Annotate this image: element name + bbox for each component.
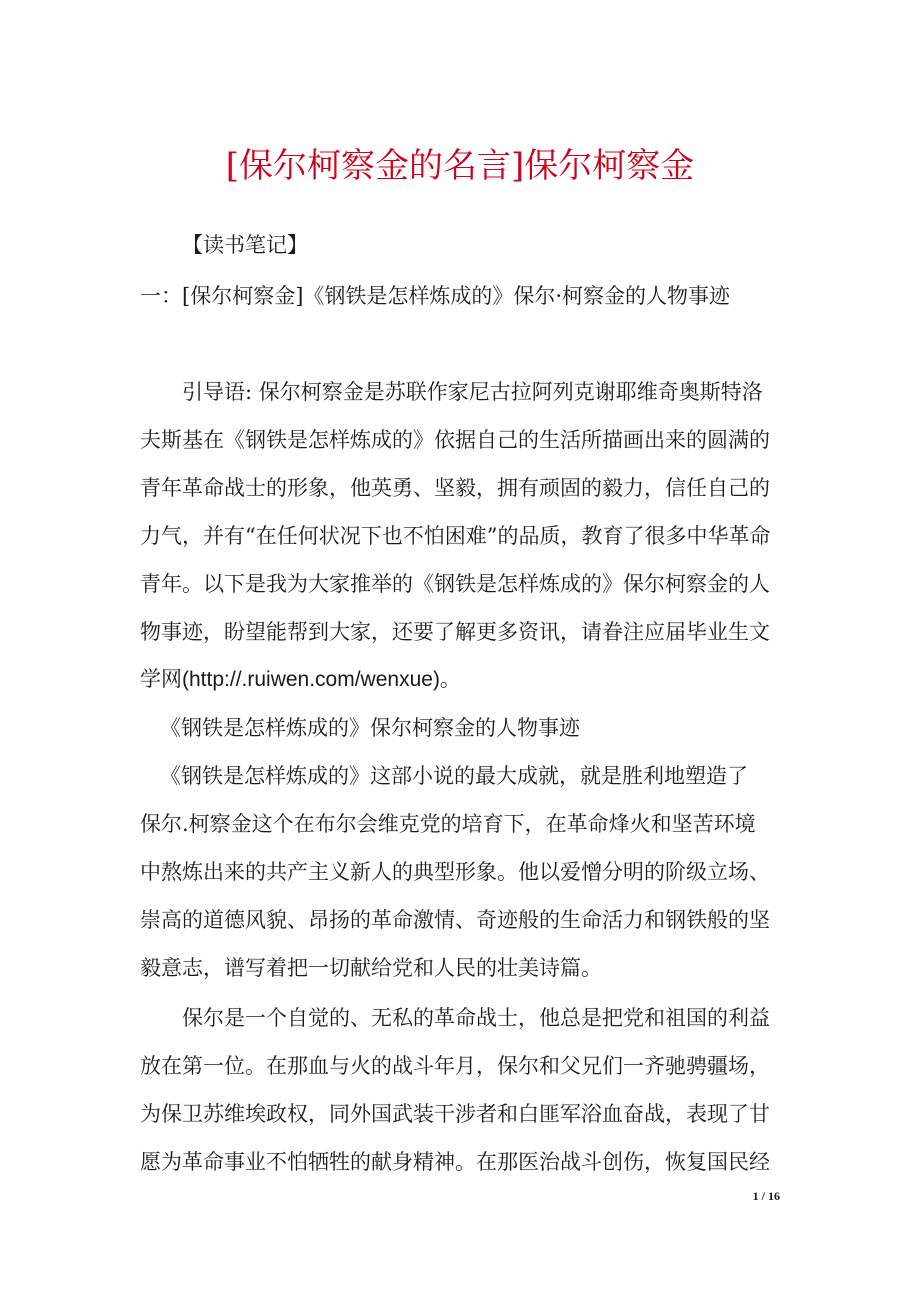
paragraph-line: 放在第一位。在那血与火的战斗年月，保尔和父兄们一齐驰骋疆场， bbox=[140, 1054, 770, 1078]
paragraph-line: 《钢铁是怎样炼成的》这部小说的最大成就，就是胜利地塑造了 bbox=[160, 764, 748, 788]
paragraph-line: 为保卫苏维埃政权，同外国武装干涉者和白匪军浴血奋战，表现了甘 bbox=[140, 1102, 770, 1126]
paragraph-line: 中熬炼出来的共产主义新人的典型形象。他以爱憎分明的阶级立场、 bbox=[140, 860, 770, 884]
paragraph-line: 保尔.柯察金这个在布尔会维克党的培育下，在革命烽火和坚苦环境 bbox=[140, 812, 756, 836]
paragraph-line: 物事迹，盼望能帮到大家，还要了解更多资讯，请眷注应届毕业生文 bbox=[140, 620, 770, 644]
paragraph-line: 青年。以下是我为大家推举的《钢铁是怎样炼成的》保尔柯察金的人 bbox=[140, 572, 770, 596]
paragraph-line: 青年革命战士的形象，他英勇、坚毅，拥有顽固的毅力，信任自己的 bbox=[140, 476, 770, 500]
paragraph-line: 保尔是一个自觉的、无私的革命战士，他总是把党和祖国的利益 bbox=[182, 1006, 770, 1030]
paragraph-line: 夫斯基在《钢铁是怎样炼成的》依据自己的生活所描画出来的圆满的 bbox=[140, 428, 770, 452]
page-number: 1 / 16 bbox=[752, 1189, 780, 1203]
paragraph-line: 引导语: 保尔柯察金是苏联作家尼古拉阿列克谢耶维奇奥斯特洛 bbox=[182, 380, 763, 404]
paragraph-line: 愿为革命事业不怕牺牲的献身精神。在那医治战斗创伤，恢复国民经 bbox=[140, 1150, 770, 1174]
section-heading: 一：[保尔柯察金]《钢铁是怎样炼成的》保尔·柯察金的人物事迹 bbox=[140, 284, 731, 308]
subheading: 《钢铁是怎样炼成的》保尔柯察金的人物事迹 bbox=[160, 716, 580, 740]
paragraph-line: 力气，并有“在任何状况下也不怕困难”的品质，教育了很多中华革命 bbox=[140, 524, 771, 548]
paragraph-line: 毅意志，谱写着把一切献给党和人民的壮美诗篇。 bbox=[140, 956, 602, 980]
paragraph-line: 崇高的道德风貌、昂扬的革命激情、奇迹般的生命活力和钢铁般的坚 bbox=[140, 908, 770, 932]
document-title: [保尔柯察金的名言]保尔柯察金 bbox=[225, 146, 695, 186]
paragraph-line: 学网(http://.ruiwen.com/wenxue)。 bbox=[140, 668, 461, 691]
section-label: 【读书笔记】 bbox=[182, 233, 308, 257]
